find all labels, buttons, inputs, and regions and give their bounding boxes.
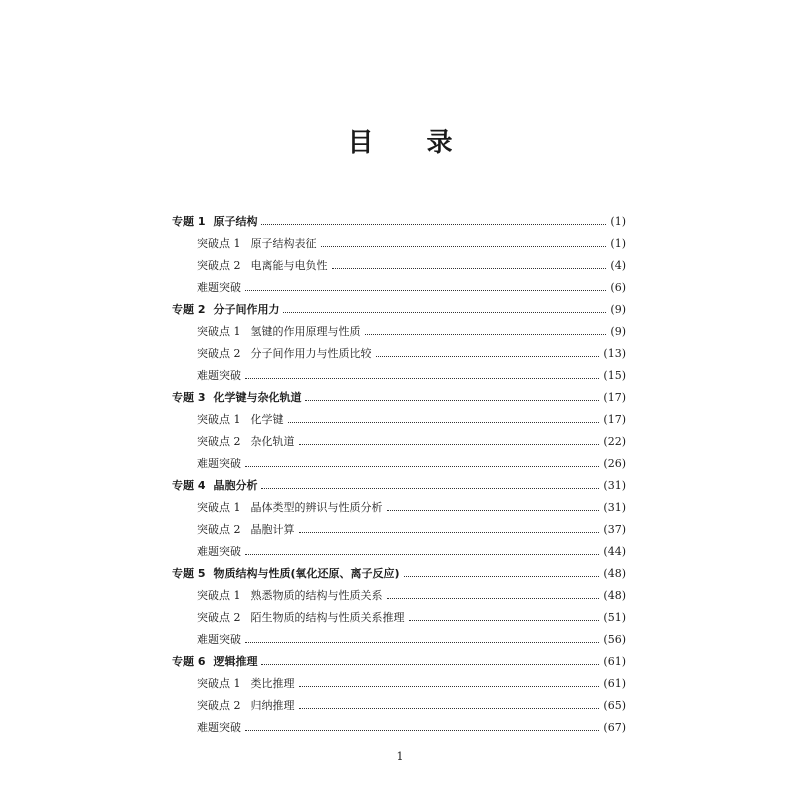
toc-entry-title: 分子间作用力与性质比较 <box>250 347 372 360</box>
toc-entry-title: 氢键的作用原理与性质 <box>250 325 361 338</box>
toc-page-number: (48) <box>603 589 626 602</box>
toc-page-number: (37) <box>603 523 626 536</box>
toc-topic-row[interactable] <box>172 211 626 233</box>
toc-page-number: (51) <box>603 611 626 624</box>
dot-leader <box>245 465 599 467</box>
dot-leader <box>288 421 600 423</box>
toc-entry-row[interactable] <box>172 321 626 343</box>
toc-entry-title: 难题突破 <box>197 545 241 558</box>
toc-page-number: (1) <box>610 215 626 228</box>
toc-entry-title: 晶体类型的辨识与性质分析 <box>250 501 383 514</box>
toc-entry-row[interactable] <box>172 717 626 739</box>
toc-entry-row[interactable] <box>172 673 626 695</box>
toc-topic-row[interactable] <box>172 651 626 673</box>
toc-entry-row[interactable] <box>172 607 626 629</box>
toc-entry-title: 难题突破 <box>197 281 241 294</box>
dot-leader <box>245 377 599 379</box>
toc-topic-row[interactable] <box>172 299 626 321</box>
page-title: 目 录 <box>347 128 475 158</box>
toc-entry-number: 突破点 2 <box>197 347 241 360</box>
dot-leader <box>376 355 600 357</box>
toc-entry-title: 原子结构表征 <box>250 237 317 250</box>
dot-leader <box>332 267 607 269</box>
page-number: 1 <box>396 750 404 763</box>
toc-entry-title: 晶胞分析 <box>213 479 258 492</box>
toc-entry-number: 突破点 1 <box>197 501 241 514</box>
dot-leader <box>387 509 600 511</box>
toc-entry-row[interactable] <box>172 343 626 365</box>
toc-page-number: (26) <box>603 457 626 470</box>
dot-leader <box>305 399 599 401</box>
toc-entry-row[interactable] <box>172 453 626 475</box>
toc-entry-number: 突破点 2 <box>197 435 241 448</box>
toc-entry-title: 电离能与电负性 <box>250 259 328 272</box>
toc-entry-title: 化学键与杂化轨道 <box>213 391 302 404</box>
toc-page-number: (9) <box>610 325 626 338</box>
toc-entry-row[interactable] <box>172 541 626 563</box>
toc-entry-title: 分子间作用力 <box>213 303 280 316</box>
dot-leader <box>299 443 600 445</box>
toc-page-number: (31) <box>603 479 626 492</box>
dot-leader <box>261 487 599 489</box>
table-of-contents <box>172 211 626 739</box>
toc-entry-title: 归纳推理 <box>250 699 295 712</box>
dot-leader <box>245 289 606 291</box>
toc-entry-number: 专题 3 <box>172 391 206 404</box>
toc-entry-row[interactable] <box>172 431 626 453</box>
toc-page-number: (65) <box>603 699 626 712</box>
toc-entry-title: 难题突破 <box>197 633 241 646</box>
toc-entry-number: 专题 6 <box>172 655 206 668</box>
dot-leader <box>245 729 599 731</box>
toc-page-number: (9) <box>610 303 626 316</box>
toc-page-number: (1) <box>610 237 626 250</box>
toc-entry-row[interactable] <box>172 277 626 299</box>
dot-leader <box>299 685 600 687</box>
toc-entry-number: 突破点 2 <box>197 259 241 272</box>
dot-leader <box>245 641 599 643</box>
toc-page-number: (48) <box>603 567 626 580</box>
toc-entry-row[interactable] <box>172 519 626 541</box>
dot-leader <box>404 575 600 577</box>
toc-entry-number: 突破点 2 <box>197 523 241 536</box>
dot-leader <box>387 597 600 599</box>
toc-entry-row[interactable] <box>172 365 626 387</box>
toc-page-number: (17) <box>603 391 626 404</box>
toc-entry-number: 突破点 2 <box>197 611 241 624</box>
toc-page-number: (56) <box>603 633 626 646</box>
toc-entry-title: 难题突破 <box>197 457 241 470</box>
dot-leader <box>261 223 606 225</box>
toc-page-number: (15) <box>603 369 626 382</box>
toc-entry-row[interactable] <box>172 255 626 277</box>
toc-entry-title: 类比推理 <box>250 677 295 690</box>
toc-entry-row[interactable] <box>172 629 626 651</box>
dot-leader <box>299 531 600 533</box>
toc-page-number: (31) <box>603 501 626 514</box>
toc-entry-number: 突破点 1 <box>197 589 241 602</box>
toc-topic-row[interactable] <box>172 387 626 409</box>
toc-page-number: (61) <box>603 677 626 690</box>
dot-leader <box>299 707 600 709</box>
toc-entry-title: 难题突破 <box>197 721 241 734</box>
toc-page-number: (13) <box>603 347 626 360</box>
toc-entry-row[interactable] <box>172 585 626 607</box>
toc-entry-title: 杂化轨道 <box>250 435 295 448</box>
toc-entry-title: 晶胞计算 <box>250 523 295 536</box>
toc-page-number: (22) <box>603 435 626 448</box>
toc-entry-title: 化学键 <box>250 413 284 426</box>
toc-entry-title: 陌生物质的结构与性质关系推理 <box>250 611 405 624</box>
toc-page-number: (61) <box>603 655 626 668</box>
toc-entry-title: 熟悉物质的结构与性质关系 <box>250 589 383 602</box>
toc-entry-number: 突破点 1 <box>197 325 241 338</box>
toc-entry-title: 物质结构与性质(氧化还原、离子反应) <box>213 567 400 580</box>
toc-entry-row[interactable] <box>172 695 626 717</box>
dot-leader <box>409 619 600 621</box>
toc-entry-row[interactable] <box>172 233 626 255</box>
toc-entry-number: 专题 2 <box>172 303 206 316</box>
toc-entry-title: 原子结构 <box>213 215 258 228</box>
toc-entry-number: 突破点 1 <box>197 413 241 426</box>
toc-page-number: (6) <box>610 281 626 294</box>
toc-page-number: (4) <box>610 259 626 272</box>
dot-leader <box>283 311 606 313</box>
dot-leader <box>261 663 599 665</box>
toc-entry-title: 逻辑推理 <box>213 655 258 668</box>
toc-entry-row[interactable] <box>172 409 626 431</box>
toc-topic-row[interactable] <box>172 475 626 497</box>
dot-leader <box>245 553 599 555</box>
toc-entry-number: 专题 5 <box>172 567 206 580</box>
toc-entry-number: 突破点 1 <box>197 677 241 690</box>
toc-entry-row[interactable] <box>172 497 626 519</box>
dot-leader <box>365 333 607 335</box>
toc-entry-title: 难题突破 <box>197 369 241 382</box>
toc-page-number: (67) <box>603 721 626 734</box>
toc-page-number: (44) <box>603 545 626 558</box>
toc-topic-row[interactable] <box>172 563 626 585</box>
toc-page-number: (17) <box>603 413 626 426</box>
dot-leader <box>321 245 607 247</box>
toc-entry-number: 专题 1 <box>172 215 206 228</box>
toc-entry-number: 突破点 2 <box>197 699 241 712</box>
toc-entry-number: 专题 4 <box>172 479 206 492</box>
toc-entry-number: 突破点 1 <box>197 237 241 250</box>
